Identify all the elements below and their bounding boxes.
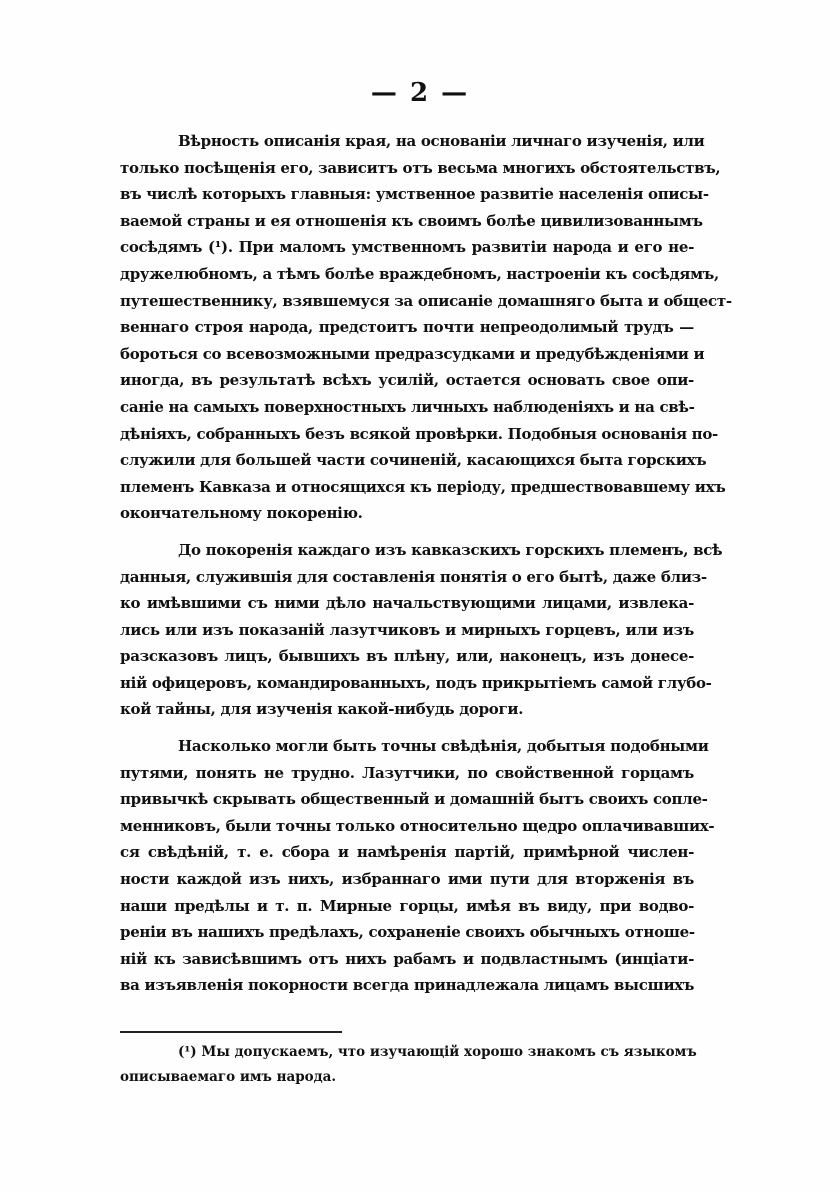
footnote	[120, 1040, 697, 1090]
text-line: Насколько могли быть точны свѣдѣнія, добытыя подобными	[178, 737, 709, 756]
page-number: — 2 —	[370, 78, 470, 108]
text-line: ваемой страны и ея отношенія къ своимъ болѣе цивилизованнымъ	[120, 211, 703, 230]
text-line: служили для большей части сочиненій, касающихся быта горскихъ	[120, 451, 707, 470]
text-line: веннаго строя народа, предстоитъ почти непреодолимый трудъ —	[120, 318, 694, 337]
text-line: разсказовъ лицъ, бывшихъ въ плѣну, или, наконецъ, изъ донесе-	[120, 647, 694, 666]
text-line: ко имѣвшими съ ними дѣло начальствующими лицами, извлека-	[120, 594, 694, 613]
text-line: бороться со всевозможными предразсудками и предубѣжденіями и	[120, 344, 705, 363]
text-line: иногда, въ результатѣ всѣхъ усилій, остается основать свое опи-	[120, 371, 694, 390]
text-line: ности каждой изъ нихъ, избраннаго ими пути для вторженія въ	[120, 870, 694, 889]
text-line: данныя, служившія для составленія понятія о его бытѣ, даже близ-	[120, 567, 707, 586]
text-line: путями, понять не трудно. Лазутчики, по свойственной горцамъ	[120, 763, 694, 782]
text-line: наши предѣлы и т. п. Мирные горцы, имѣя въ виду, при водво-	[120, 896, 694, 915]
text-line: привычкѣ скрывать общественный и домашній бытъ своихъ сопле-	[120, 790, 708, 809]
text-line: До покоренія каждаго изъ кавказскихъ горскихъ племенъ, всѣ	[178, 540, 723, 559]
footnote-line: (¹) Мы допускаемъ, что изучающій хорошо знакомъ съ языкомъ	[178, 1044, 697, 1060]
text-line: ній къ зависѣвшимъ отъ нихъ рабамъ и подвластнымъ (инціати-	[120, 949, 694, 968]
text-line: дѣніяхъ, собранныхъ безъ всякой провѣрки. Подобныя основанія по-	[120, 424, 718, 443]
text-line: племенъ Кавказа и относящихся къ періоду, предшествовавшему ихъ	[120, 477, 726, 496]
text-line: ся свѣдѣній, т. е. сбора и намѣренія партій, примѣрной числен-	[120, 843, 694, 862]
paragraph-gap	[120, 527, 694, 537]
text-line: только посѣщенія его, зависитъ отъ весьма многихъ обстоятельствъ,	[120, 158, 721, 177]
text-line: ній офицеровъ, командированныхъ, подъ прикрытіемъ самой глубо-	[120, 673, 712, 692]
text-line: Вѣрность описанія края, на основаніи личнаго изученія, или	[178, 132, 705, 150]
footnote-line: описываемаго имъ народа.	[120, 1069, 337, 1085]
text-line: кой тайны, для изученія какой-нибудь дороги.	[120, 700, 524, 719]
text-line: саніе на самыхъ поверхностныхъ личныхъ наблюденіяхъ и на свѣ-	[120, 397, 695, 416]
paragraph-gap	[120, 723, 694, 733]
text-line: путешественнику, взявшемуся за описаніе домашняго быта и общест-	[120, 291, 732, 310]
footnote-divider	[120, 1031, 342, 1033]
text-line: ва изъявленія покорности всегда принадлежала лицамъ высшихъ	[120, 976, 695, 995]
text-line: окончательному покоренію.	[120, 504, 363, 523]
text-line: реніи въ нашихъ предѣлахъ, сохраненіе своихъ обычныхъ отноше-	[120, 923, 695, 942]
main-text	[120, 128, 732, 999]
text-line: сосѣдямъ (¹). При маломъ умственномъ развитіи народа и его не-	[120, 238, 694, 257]
text-line: лись или изъ показаній лазутчиковъ и мирныхъ горцевъ, или изъ	[120, 620, 694, 639]
text-line: въ числѣ которыхъ главныя: умственное развитіе населенія описы-	[120, 185, 709, 204]
text-line: менниковъ, были точны только относительно щедро оплачивавших-	[120, 816, 715, 835]
text-line: дружелюбномъ, а тѣмъ болѣе враждебномъ, настроеніи къ сосѣдямъ,	[120, 264, 719, 283]
